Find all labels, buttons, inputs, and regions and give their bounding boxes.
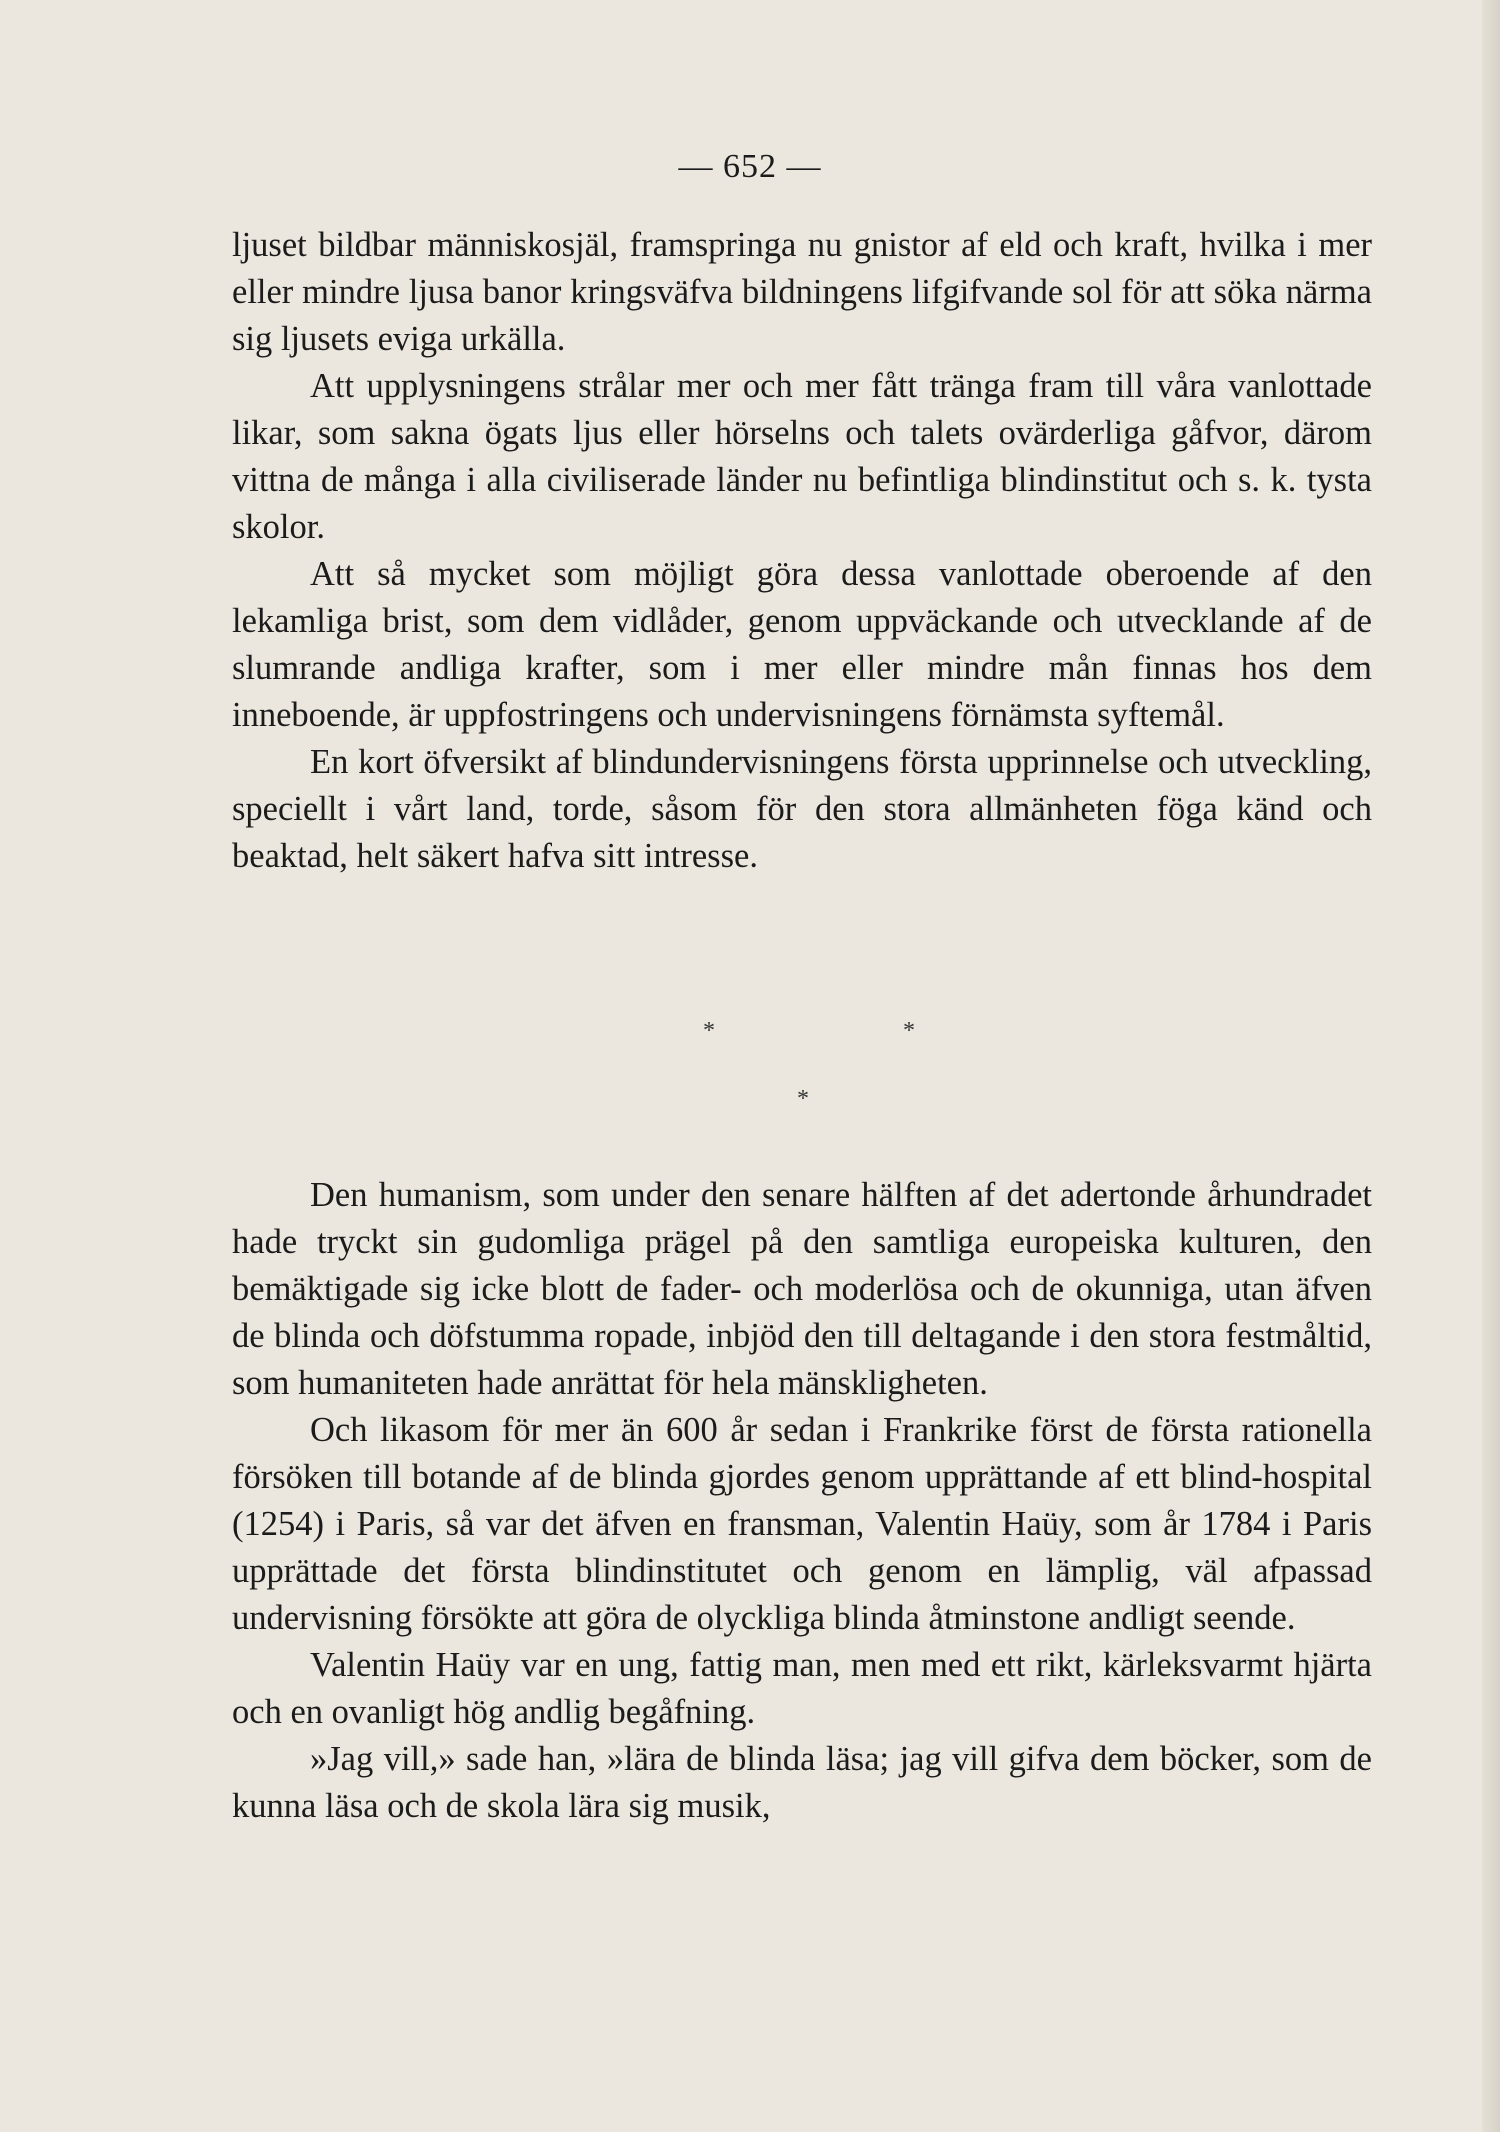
paragraph: Och likasom för mer än 600 år sedan i Frankrike först de första rationella försöken till botande af de blinda gjordes genom upprättande af ett blind-hospital (1254) i Paris, så var det äfven en fransman, Valentin Haüy, som år 1784 i Paris upprättade det första blindinstitutet och genom en lämplig, väl afpassad undervisning försökte att göra de olyckliga blinda åtminstone andligt seende. [232,1411,1372,1637]
asterism-top-row [0,1018,1500,1058]
paragraph: ljuset bildbar människosjäl, framspringa nu gnistor af eld och kraft, hvilka i mer eller mindre ljusa banor kringsväfva bildningens lifgifvande sol för att söka närma sig ljusets eviga urkälla. [232,226,1372,358]
asterism-star: * [903,1018,915,1044]
page-number: — 652 — [678,148,822,185]
scan-edge [1482,0,1500,2132]
paragraph: Att så mycket som möjligt göra dessa vanlottade oberoende af den lekamliga brist, som dem vidlåder, genom uppväckande och utvecklande af de slumrande andliga krafter, som i mer eller mindre mån finnas hos dem inneboende, är uppfostringens och undervisningens förnämsta syftemål. [232,555,1372,734]
text-block-lower [232,1172,1372,1830]
paragraph: En kort öfversikt af blindundervisningens första upprinnelse och utveckling, speciellt i vårt land, torde, såsom för den stora allmänheten föga känd och beaktad, helt säkert hafva sitt intresse. [232,743,1372,875]
asterism-bottom-row [0,1086,1500,1126]
asterism-star: * [703,1018,715,1044]
paragraph: Den humanism, som under den senare hälften af det adertonde århundradet hade tryckt sin gudomliga prägel på den samtliga europeiska kulturen, den bemäktigade sig icke blott de fader- och moderlösa och de okunniga, utan äfven de blinda och döfstumma ropade, inbjöd den till deltagande i den stora festmåltid, som humaniteten hade anrättat för hela mänskligheten. [232,1176,1372,1402]
paragraph: Valentin Haüy var en ung, fattig man, men med ett rikt, kärleksvarmt hjärta och en ovanligt hög andlig begåfning. [232,1646,1372,1731]
text-block-upper [232,222,1372,880]
paragraph: Att upplysningens strålar mer och mer fått tränga fram till våra vanlottade likar, som sakna ögats ljus eller hörselns och talets ovärderliga gåfvor, därom vittna de många i alla civiliserade länder nu befintliga blindinstitut och s. k. tysta skolor. [232,367,1372,546]
paragraph: »Jag vill,» sade han, »lära de blinda läsa; jag vill gifva dem böcker, som de kunna läsa och de skola lära sig musik, [232,1740,1372,1825]
asterism-star: * [797,1086,809,1112]
